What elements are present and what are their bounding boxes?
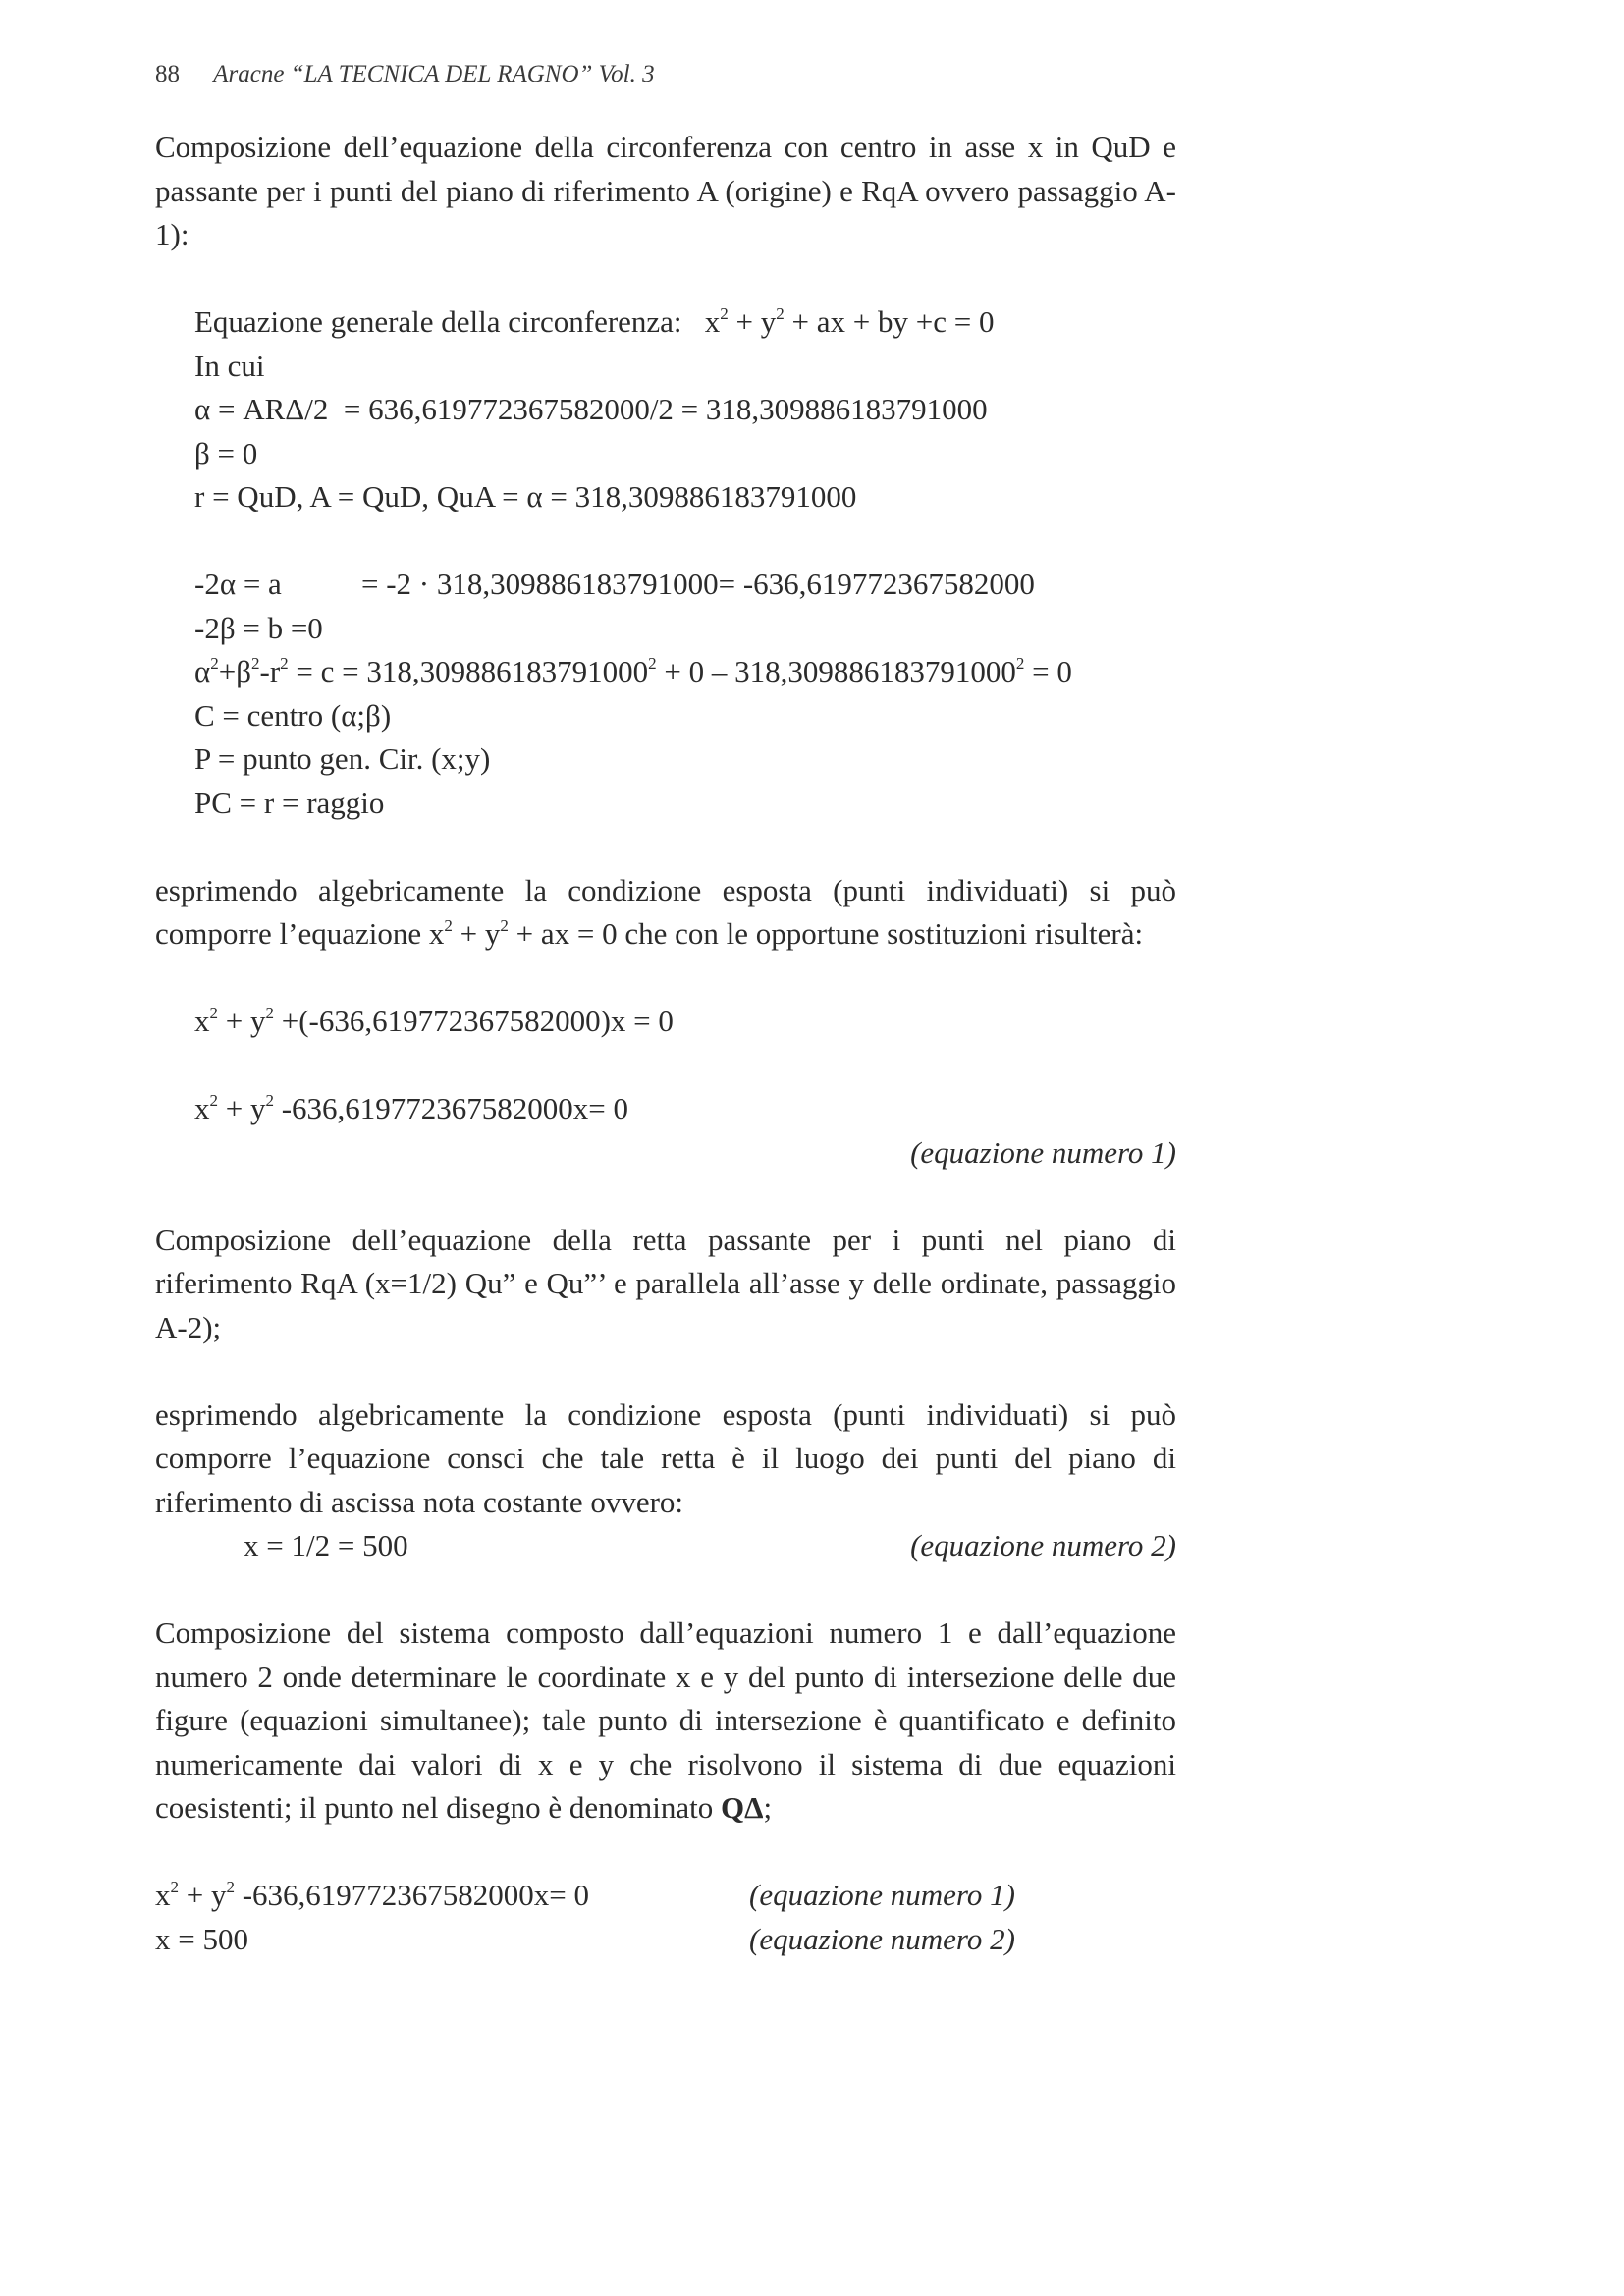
equation-number-1: $x^2 + y^2$ -636,619772367582000x= 0 xyxy=(194,1090,629,1125)
circle-definitions xyxy=(155,301,1176,825)
coefficient-c-line: $\alpha^2+\beta^2-r^2 = c = 318,309886183791000^2 + 0 - 318,309886183791000^2 = 0$ xyxy=(194,653,1072,688)
general-equation-line: Equazione generale della circonferenza: $x^2 + y^2$ + ax + by +c = 0 xyxy=(194,303,995,339)
alpha-line: α = ARΔ/2 = 636,619772367582000/2 = 318,309886183791000 xyxy=(194,392,988,426)
radius-definition-line: PC = r = raggio xyxy=(194,785,385,820)
in-cui-line: In cui xyxy=(194,348,265,383)
paragraph-system: Composizione del sistema composto dall’equazioni numero 1 e dall’equazione numero 2 onde determinare le coordinate x e y del punto di intersezione delle due figure (equazioni simultanee); tale punto di intersezione è quantificato e definito numericamente dai valori di x e y che risolvono il sistema di due equazioni coesistenti; il punto nel disegno è denominato QΔ; xyxy=(155,1615,1176,1825)
equation-number-2-line xyxy=(155,1524,1176,1568)
equation-ref-2: (equazione numero 2) xyxy=(910,1528,1176,1562)
running-title: Aracne “LA TECNICA DEL RAGNO” Vol. 3 xyxy=(213,61,655,87)
point-definition-line: P = punto gen. Cir. (x;y) xyxy=(194,741,491,776)
paragraph-line-intro: Composizione dell’equazione della retta passante per i punti nel piano di riferimento RqA (x=1/2) Qu” e Qu”’ e parallela all’asse y delle ordinate, passaggio A-2); xyxy=(155,1222,1176,1344)
paragraph-circle-intro: Composizione dell’equazione della circonferenza con centro in asse x in QuD e passante per i punti del piano di riferimento A (origine) e RqA ovvero passaggio A-1): xyxy=(155,130,1176,251)
equation-substituted: $x^2 + y^2 +(-636,619772367582000)x = 0$ xyxy=(194,1003,674,1038)
center-definition-line: C = centro (α;β) xyxy=(194,697,392,733)
paragraph-substitution: esprimendo algebricamente la condizione esposta (punti individuati) si può comporre l’equazione $x^2 + y^2$ + ax = 0 che con le opportune sostituzioni risulterà: xyxy=(155,872,1176,951)
general-equation-label: Equazione generale della circonferenza: xyxy=(194,304,682,339)
point-name: QΔ xyxy=(720,1790,764,1825)
radius-line: r = QuD, A = QuD, QuA = α = 318,309886183791000 xyxy=(194,479,857,514)
system-ref-2: (equazione numero 2) xyxy=(749,1921,1015,1956)
running-header xyxy=(155,59,1176,90)
beta-line: β = 0 xyxy=(194,435,258,470)
equation-number-2: x = 1/2 = 500 xyxy=(244,1528,408,1562)
paragraph-line-condition: esprimendo algebricamente la condizione esposta (punti individuati) si può comporre l’equazione consci che tale retta è il luogo dei punti del piano di riferimento di ascissa nota costante ovvero: xyxy=(155,1396,1176,1519)
system-ref-1: (equazione numero 1) xyxy=(749,1878,1015,1912)
coefficient-b-line: -2β = b =0 xyxy=(194,610,323,645)
equation-system xyxy=(155,1874,1176,1961)
document-page xyxy=(155,59,1176,1961)
coefficient-a-line: -2α = a = -2 · 318,309886183791000= -636,619772367582000 xyxy=(194,567,1035,601)
equation-ref-1: (equazione numero 1) xyxy=(910,1134,1176,1170)
system-equation-1: $x^2 + y^2$ -636,619772367582000x= 0 (equazione numero 1) xyxy=(155,1874,1176,1918)
page-number: 88 xyxy=(155,61,180,87)
system-equation-2: x = 500 (equazione numero 2) xyxy=(155,1918,1176,1962)
